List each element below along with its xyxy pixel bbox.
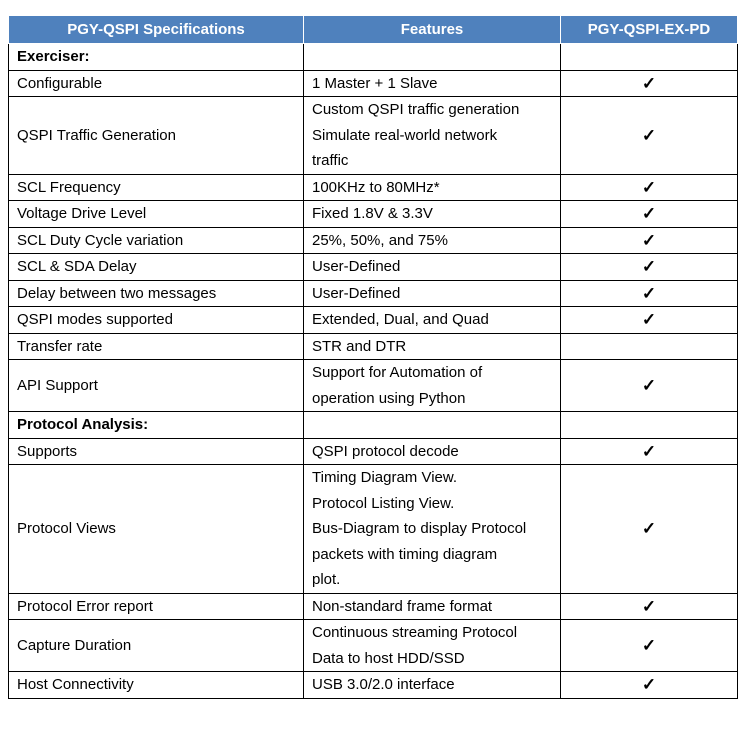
feature-line: Continuous streaming Protocol xyxy=(312,624,518,641)
checkmark-icon: ✓ xyxy=(641,310,657,329)
spec-cell: API Support xyxy=(9,360,304,412)
features-cell xyxy=(304,593,561,620)
feature-line: traffic xyxy=(312,152,349,169)
feature-line: Timing Diagram View. xyxy=(312,469,458,486)
table-row xyxy=(9,227,738,254)
checkmark-icon: ✓ xyxy=(641,257,657,276)
table-row xyxy=(9,280,738,307)
availability-cell xyxy=(561,412,738,439)
section-row xyxy=(9,44,738,71)
spec-cell: Protocol Error report xyxy=(9,593,304,620)
features-cell xyxy=(304,44,561,71)
checkmark-icon: ✓ xyxy=(641,73,657,93)
features-cell xyxy=(304,254,561,281)
features-cell xyxy=(304,280,561,307)
checkmark-icon: ✓ xyxy=(641,635,657,655)
table-row xyxy=(9,201,738,228)
feature-line: packets with timing diagram xyxy=(312,545,498,563)
spec-cell: Protocol Views xyxy=(9,465,304,594)
spec-cell: Host Connectivity xyxy=(9,672,304,699)
spec-cell: SCL Duty Cycle variation xyxy=(9,227,304,254)
checkmark-icon: ✓ xyxy=(641,596,657,616)
feature-line: Non-standard frame format xyxy=(312,597,493,615)
table-row xyxy=(9,438,738,465)
feature-line: Custom QSPI traffic generation xyxy=(312,101,520,118)
section-heading: Protocol Analysis: xyxy=(9,412,304,439)
availability-cell xyxy=(561,672,738,699)
spec-cell: QSPI Traffic Generation xyxy=(9,97,304,175)
table-row xyxy=(9,174,738,201)
features-cell xyxy=(304,97,561,175)
feature-line: User-Defined xyxy=(312,284,401,302)
availability-cell xyxy=(561,465,738,594)
availability-cell xyxy=(561,44,738,71)
spec-cell: Capture Duration xyxy=(9,620,304,672)
feature-line: 100KHz to 80MHz* xyxy=(312,178,440,196)
features-cell xyxy=(304,412,561,439)
availability-cell xyxy=(561,620,738,672)
section-heading: Exerciser: xyxy=(9,44,304,71)
availability-cell xyxy=(561,227,738,254)
checkmark-icon: ✓ xyxy=(641,230,657,250)
features-cell xyxy=(304,333,561,360)
checkmark-icon: ✓ xyxy=(641,519,657,538)
table-body xyxy=(9,44,738,699)
table-row xyxy=(9,620,738,672)
checkmark-icon: ✓ xyxy=(641,204,657,223)
features-cell xyxy=(304,174,561,201)
availability-cell xyxy=(561,174,738,201)
feature-line: Extended, Dual, and Quad xyxy=(312,311,489,328)
feature-line: USB 3.0/2.0 interface xyxy=(312,676,455,693)
availability-cell xyxy=(561,201,738,228)
header-features: Features xyxy=(304,16,561,44)
availability-cell xyxy=(561,254,738,281)
header-specifications: PGY-QSPI Specifications xyxy=(9,16,304,44)
availability-cell xyxy=(561,307,738,334)
feature-line: STR and DTR xyxy=(312,337,407,355)
feature-line: 25%, 50%, and 75% xyxy=(312,231,448,249)
spec-cell: Transfer rate xyxy=(9,333,304,360)
feature-line: Simulate real-world network xyxy=(312,126,498,144)
availability-cell xyxy=(561,333,738,360)
table-row xyxy=(9,70,738,97)
table-row xyxy=(9,593,738,620)
availability-cell xyxy=(561,438,738,465)
table-row xyxy=(9,465,738,594)
specifications-table xyxy=(8,15,738,699)
availability-cell xyxy=(561,97,738,175)
availability-cell xyxy=(561,593,738,620)
table-row xyxy=(9,333,738,360)
feature-line: Support for Automation of xyxy=(312,364,483,381)
features-cell xyxy=(304,227,561,254)
checkmark-icon: ✓ xyxy=(641,125,657,145)
table-row xyxy=(9,97,738,175)
table-row xyxy=(9,307,738,334)
header-row xyxy=(9,16,738,44)
feature-line: operation using Python xyxy=(312,389,466,407)
feature-line: plot. xyxy=(312,571,341,588)
availability-cell xyxy=(561,360,738,412)
spec-cell: Voltage Drive Level xyxy=(9,201,304,228)
feature-line: 1 Master + 1 Slave xyxy=(312,74,438,92)
spec-cell: SCL & SDA Delay xyxy=(9,254,304,281)
feature-line: Protocol Listing View. xyxy=(312,494,455,512)
spec-cell: SCL Frequency xyxy=(9,174,304,201)
spec-cell: Supports xyxy=(9,438,304,465)
feature-line: Data to host HDD/SSD xyxy=(312,649,465,667)
spec-cell: QSPI modes supported xyxy=(9,307,304,334)
checkmark-icon: ✓ xyxy=(641,441,657,461)
section-row xyxy=(9,412,738,439)
feature-line: Fixed 1.8V & 3.3V xyxy=(312,205,433,222)
table-row xyxy=(9,360,738,412)
features-cell xyxy=(304,307,561,334)
availability-cell xyxy=(561,280,738,307)
features-cell xyxy=(304,360,561,412)
table-row xyxy=(9,672,738,699)
spec-cell: Configurable xyxy=(9,70,304,97)
feature-line: QSPI protocol decode xyxy=(312,442,459,460)
table-row xyxy=(9,254,738,281)
features-cell xyxy=(304,620,561,672)
feature-line: Bus-Diagram to display Protocol xyxy=(312,520,527,537)
features-cell xyxy=(304,672,561,699)
checkmark-icon: ✓ xyxy=(641,283,657,303)
features-cell xyxy=(304,465,561,594)
feature-line: User-Defined xyxy=(312,258,401,275)
availability-cell xyxy=(561,70,738,97)
checkmark-icon: ✓ xyxy=(641,375,657,395)
features-cell xyxy=(304,201,561,228)
checkmark-icon: ✓ xyxy=(641,177,657,197)
spec-cell: Delay between two messages xyxy=(9,280,304,307)
features-cell xyxy=(304,438,561,465)
features-cell xyxy=(304,70,561,97)
checkmark-icon: ✓ xyxy=(641,675,657,694)
header-product: PGY-QSPI-EX-PD xyxy=(561,16,738,44)
